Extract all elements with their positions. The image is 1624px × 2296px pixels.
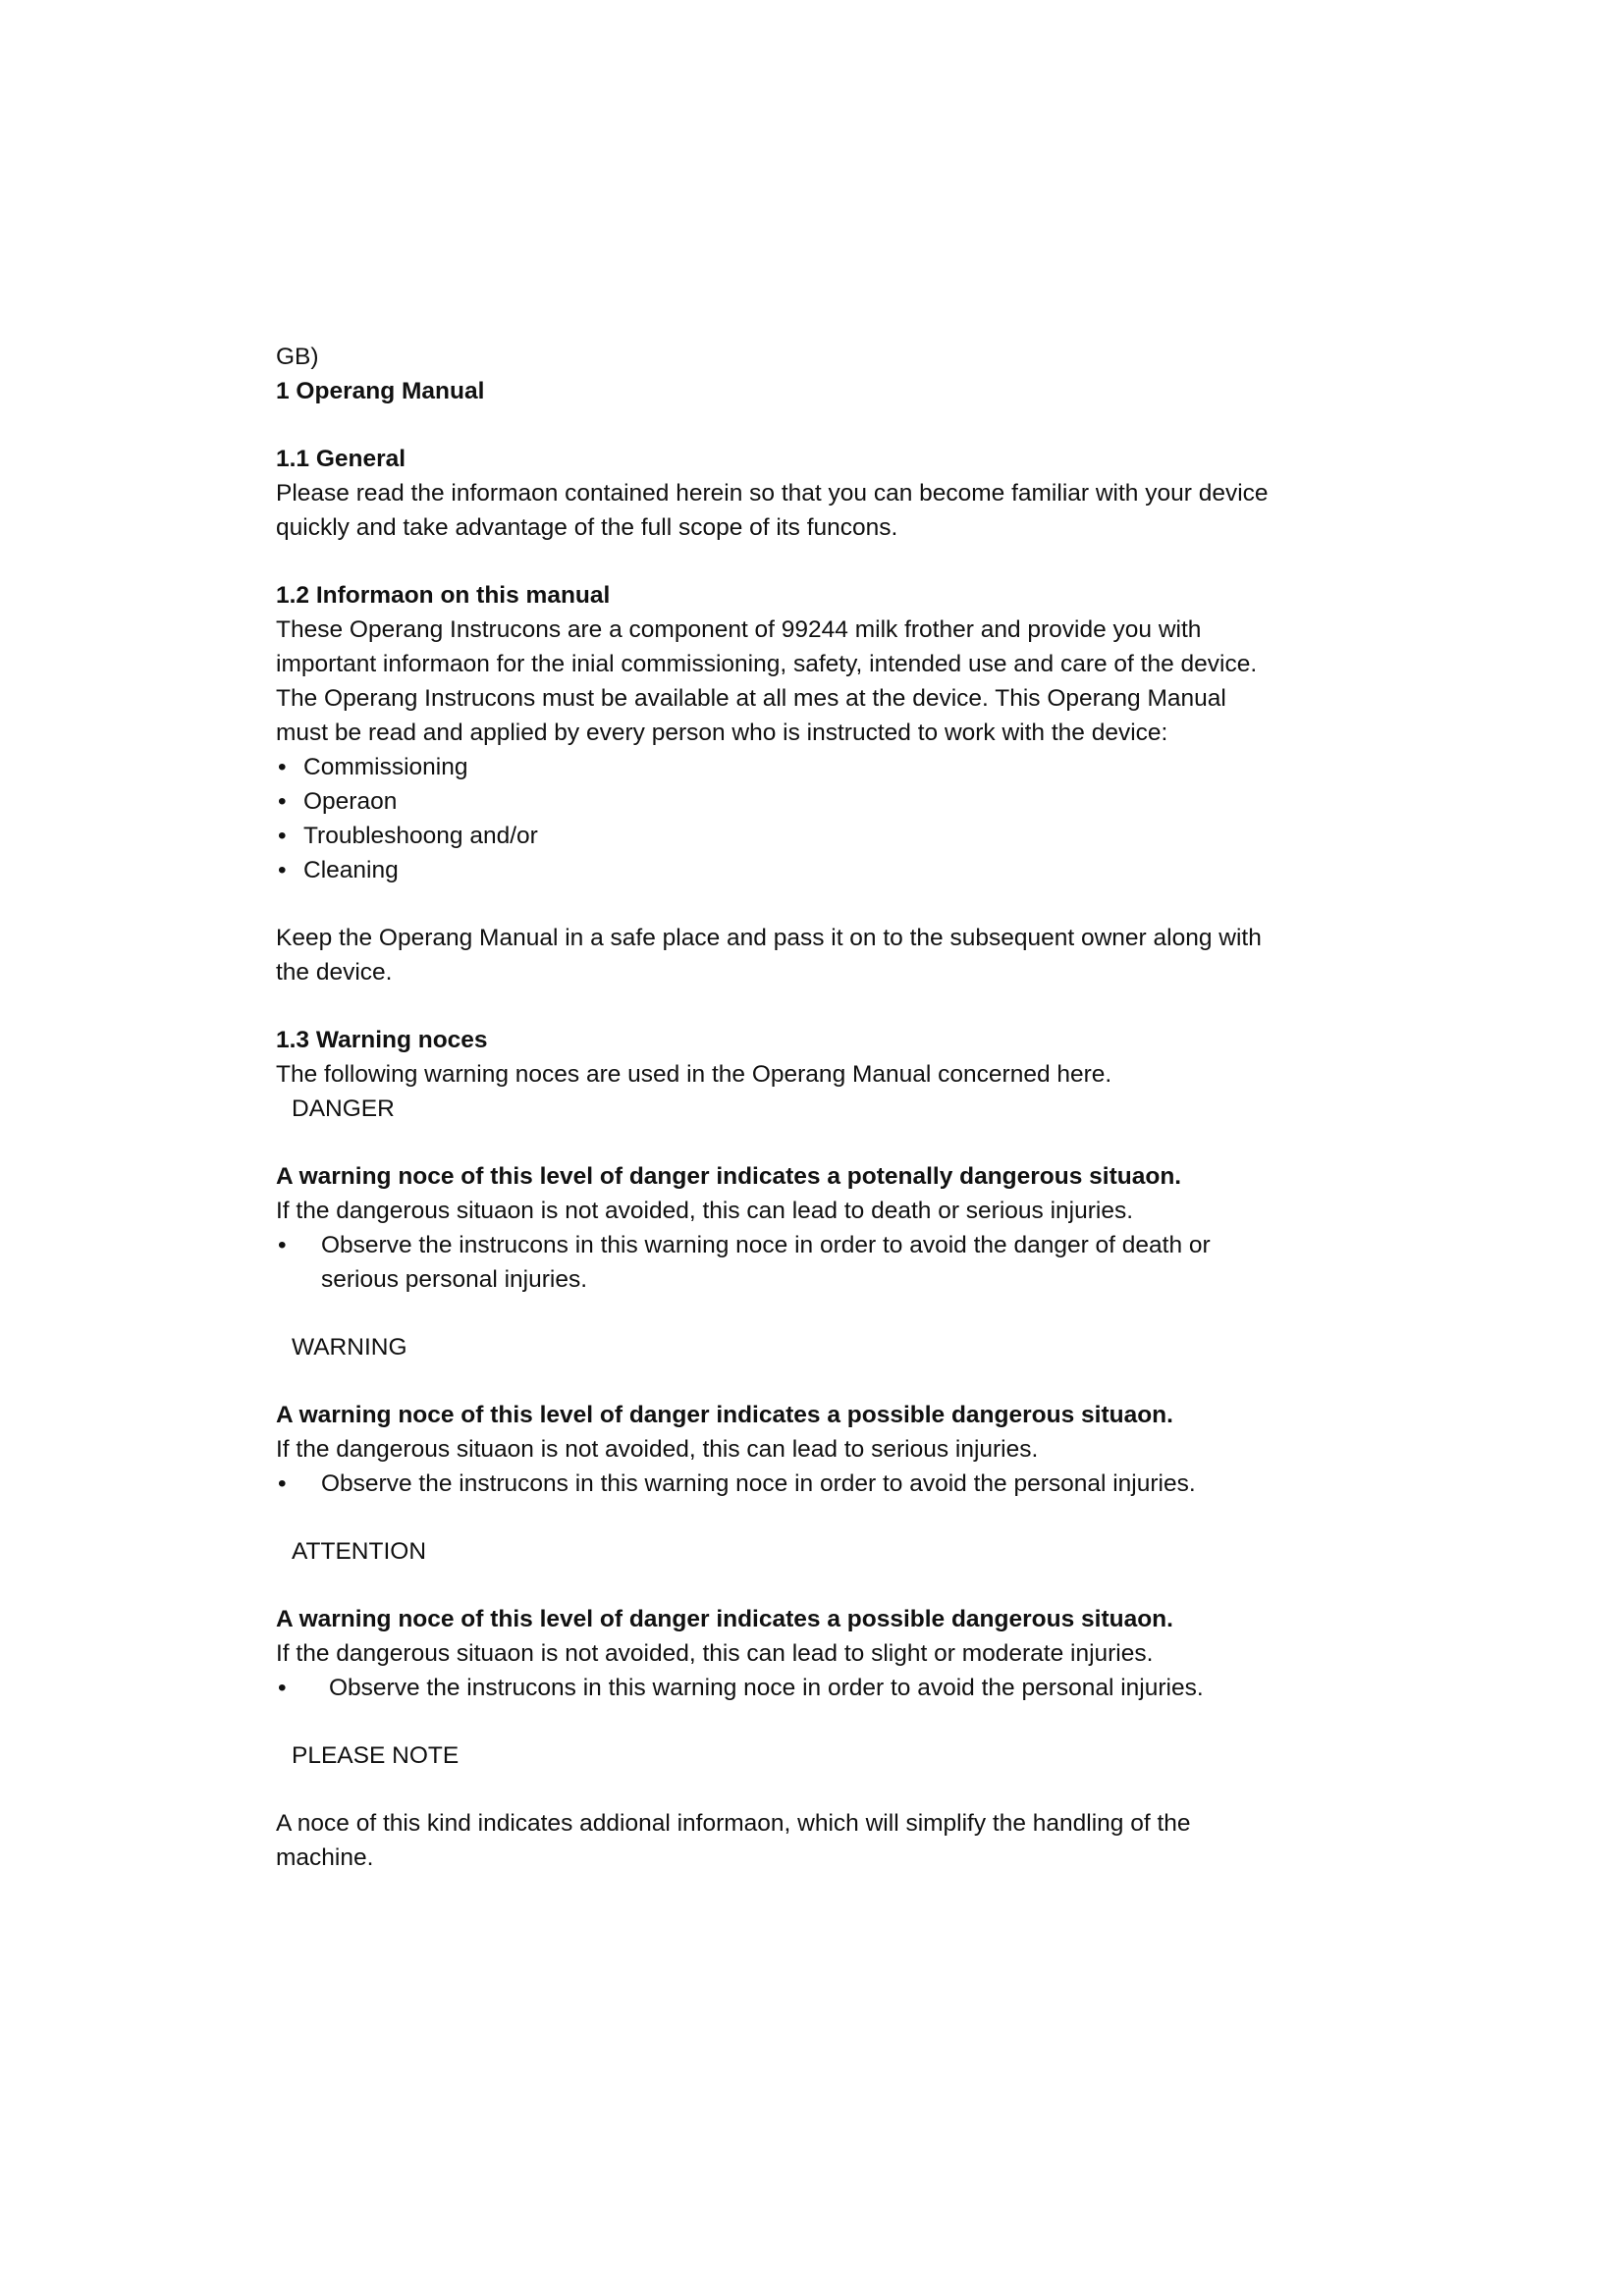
note-text: A noce of this kind indicates addional informaon, which will simplify the handling of the bbox=[276, 1810, 1191, 1837]
list-item: • Observe the instrucons in this warning noce in order to avoid the personal injuries. bbox=[276, 1467, 1346, 1501]
paragraph-line: The following warning noces are used in the Operang Manual concerned here. bbox=[276, 1061, 1112, 1088]
section-heading: 1.2 Informaon on this manual bbox=[276, 582, 611, 609]
warning-text: If the dangerous situaon is not avoided, this can lead to serious injuries. bbox=[276, 1436, 1039, 1463]
attention-label: ATTENTION bbox=[292, 1538, 427, 1565]
danger-heading: A warning noce of this level of danger indicates a potenally dangerous situaon. bbox=[276, 1163, 1182, 1190]
language-tag: GB) bbox=[276, 344, 319, 370]
note-label: PLEASE NOTE bbox=[292, 1742, 460, 1769]
section-heading: 1.1 General bbox=[276, 446, 406, 472]
section-heading: 1.3 Warning noces bbox=[276, 1027, 488, 1053]
list-item: • Operaon bbox=[276, 784, 1346, 819]
list-item: • Troubleshoong and/or bbox=[276, 819, 1346, 853]
bullet-text: Observe the instrucons in this warning noce in order to avoid the danger of death or bbox=[321, 1232, 1211, 1258]
danger-text: If the dangerous situaon is not avoided, this can lead to death or serious injuries. bbox=[276, 1198, 1134, 1224]
paragraph-line: quickly and take advantage of the full scope of its funcons. bbox=[276, 514, 898, 541]
attention-text: If the dangerous situaon is not avoided, this can lead to slight or moderate injuries. bbox=[276, 1640, 1154, 1667]
paragraph-line: the device. bbox=[276, 959, 393, 986]
list-item: • Commissioning bbox=[276, 750, 1346, 784]
paragraph-line: important informaon for the inial commissioning, safety, intended use and care of the device. bbox=[276, 651, 1258, 677]
section-warning-notices bbox=[276, 1023, 1346, 1875]
bullet-list bbox=[276, 750, 1346, 887]
list-item: • Cleaning bbox=[276, 853, 1346, 887]
paragraph-line: must be read and applied by every person who is instructed to work with the device: bbox=[276, 720, 1168, 746]
danger-bullets bbox=[276, 1228, 1346, 1262]
note-text: machine. bbox=[276, 1844, 374, 1871]
document-title: 1 Operang Manual bbox=[276, 378, 485, 404]
list-item: • Observe the instrucons in this warning noce in order to avoid the personal injuries. bbox=[276, 1671, 1346, 1705]
paragraph-line: Keep the Operang Manual in a safe place and pass it on to the subsequent owner along with bbox=[276, 925, 1262, 951]
warning-heading: A warning noce of this level of danger indicates a possible dangerous situaon. bbox=[276, 1402, 1173, 1428]
section-general bbox=[276, 442, 1346, 545]
paragraph-line: The Operang Instrucons must be available at all mes at the device. This Operang Manual bbox=[276, 685, 1226, 712]
attention-bullets bbox=[276, 1671, 1346, 1705]
list-item bbox=[276, 1228, 1346, 1262]
paragraph-line: These Operang Instrucons are a component of 99244 milk frother and provide you with bbox=[276, 616, 1202, 643]
section-manual-info bbox=[276, 578, 1346, 989]
danger-label: DANGER bbox=[292, 1095, 395, 1122]
bullet-continuation: serious personal injuries. bbox=[321, 1266, 587, 1293]
document-page bbox=[276, 340, 1346, 1875]
paragraph-line: Please read the informaon contained herein so that you can become familiar with your device bbox=[276, 480, 1269, 507]
attention-heading: A warning noce of this level of danger indicates a possible dangerous situaon. bbox=[276, 1606, 1173, 1632]
warning-bullets bbox=[276, 1467, 1346, 1501]
warning-label: WARNING bbox=[292, 1334, 407, 1361]
